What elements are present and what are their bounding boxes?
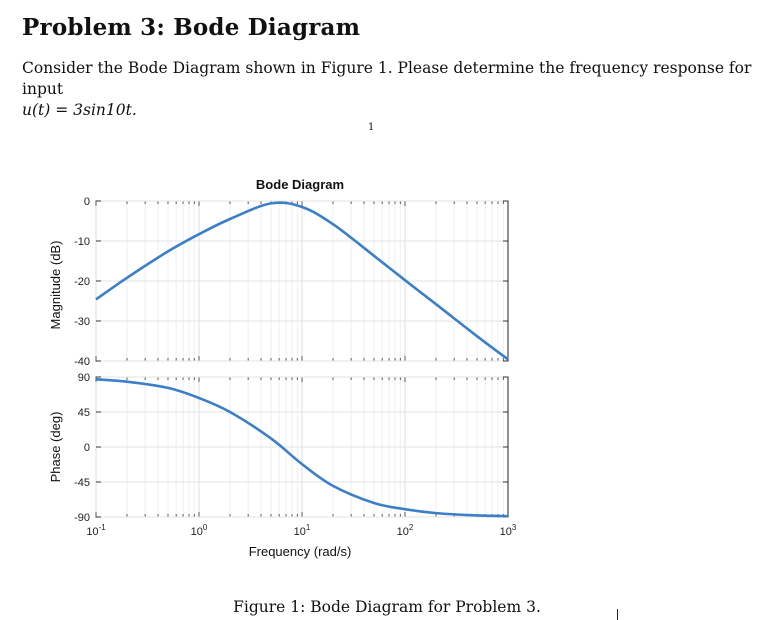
phase-axis-label: Phase (deg) bbox=[48, 411, 63, 483]
magnitude-tick-label: -10 bbox=[74, 236, 90, 248]
statement-line-1: Consider the Bode Diagram shown in Figure 1. Please determine the frequency response for input bbox=[22, 59, 752, 98]
magnitude-tick-label: -30 bbox=[74, 316, 90, 328]
figure-caption: Figure 1: Bode Diagram for Problem 3. bbox=[233, 598, 541, 616]
problem-heading: Problem 3: Bode Diagram bbox=[22, 14, 361, 41]
magnitude-tick-label: -20 bbox=[74, 276, 90, 288]
magnitude-axis-label: Magnitude (dB) bbox=[48, 240, 63, 330]
chart-title: Bode Diagram bbox=[255, 177, 345, 192]
phase-tick-label: -90 bbox=[74, 512, 90, 524]
x-tick-label: $10^{-1}$ bbox=[86, 523, 106, 538]
x-tick-label: $10^0$ bbox=[190, 523, 208, 538]
phase-tick-label: 90 bbox=[77, 372, 90, 384]
statement-input-signal: u(t) = 3sin10t. bbox=[22, 101, 137, 119]
page-number: 1 bbox=[368, 122, 375, 133]
x-tick-label: $10^3$ bbox=[499, 523, 517, 538]
phase-tick-label: 0 bbox=[83, 442, 90, 454]
phase-tick-label: -45 bbox=[74, 477, 90, 489]
text-cursor bbox=[617, 609, 618, 620]
x-tick-label: $10^2$ bbox=[396, 523, 414, 538]
magnitude-tick-label: -40 bbox=[74, 356, 90, 368]
x-tick-label: $10^1$ bbox=[293, 523, 311, 538]
phase-tick-label: 45 bbox=[77, 407, 90, 419]
frequency-axis-label: Frequency (rad/s) bbox=[248, 544, 352, 559]
magnitude-tick-label: 0 bbox=[83, 196, 90, 208]
